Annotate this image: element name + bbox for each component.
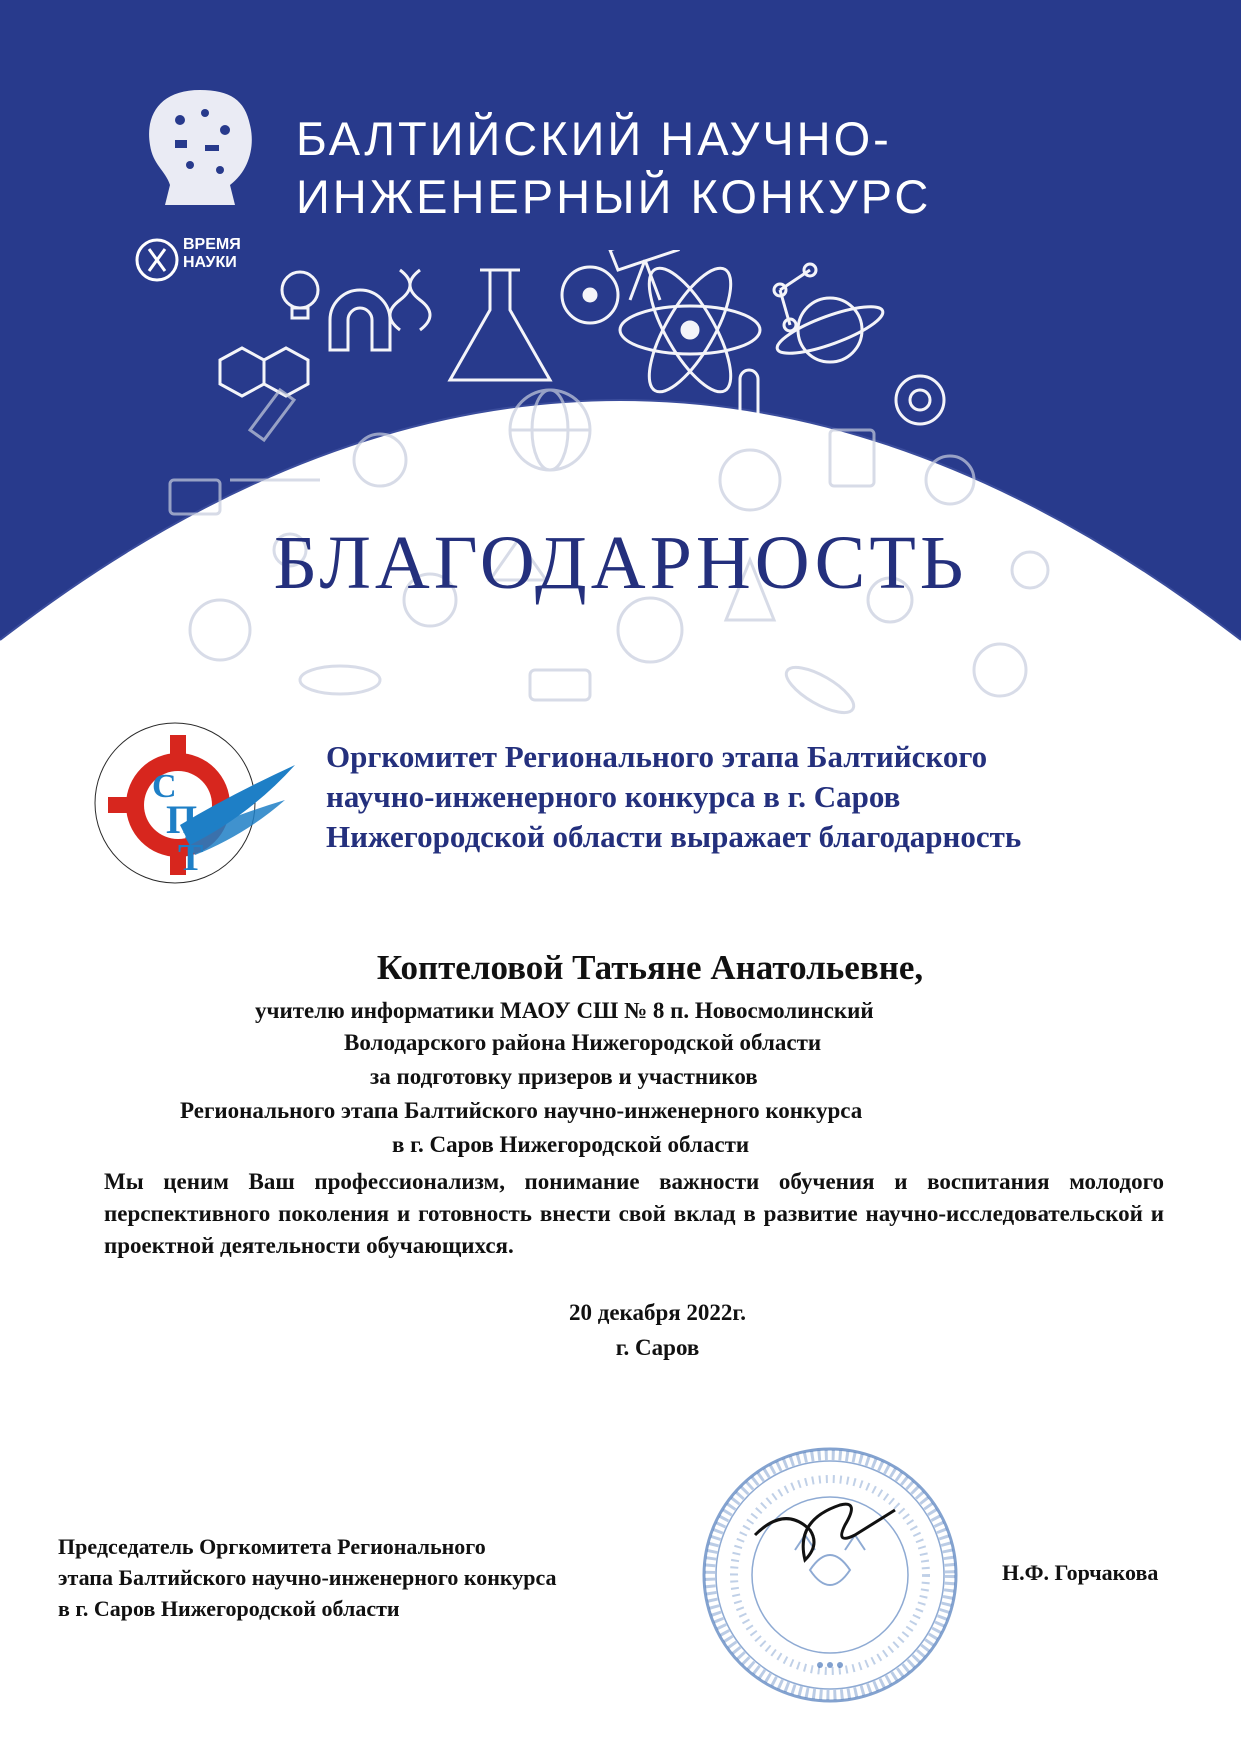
molecule-icon (774, 264, 816, 331)
lightbulb-icon (282, 272, 318, 318)
detail-line-position: учителю информатики МАОУ СШ № 8 п. Новосмолинский (255, 998, 874, 1023)
flask-icon (450, 270, 550, 380)
detail-line-stage: Регионального этапа Балтийского научно-инженерного конкурса (180, 1098, 863, 1123)
official-stamp-icon (695, 1440, 965, 1710)
vremya-nauki-text: ВРЕМЯ НАУКИ (183, 236, 241, 271)
organizer-statement: Оргкомитет Регионального этапа Балтийского научно-инженерного конкурса в г. Саров Нижегородской области выражает благодарность (326, 739, 1022, 854)
issue-date: 20 декабря 2022г. (568, 1300, 747, 1325)
detail-line-district: Володарского района Нижегородской области (344, 1030, 822, 1055)
hexagon-icon (220, 348, 308, 396)
signature-icon (755, 1504, 895, 1560)
appreciation-paragraph: Мы ценим Ваш профессионализм, понимание важности обучения и воспитания молодого перспективного поколения и готовность внести свой вклад в развитие научно-исследовательской и проектной деятельности обучающихся. (104, 1169, 1164, 1258)
detail-line-city: в г. Саров Нижегородской области (392, 1132, 750, 1157)
dna-icon (390, 270, 430, 330)
contest-title: БАЛТИЙСКИЙ НАУЧНО- ИНЖЕНЕРНЫЙ КОНКУРС (296, 112, 932, 223)
signer-name: Н.Ф. Горчакова (1002, 1560, 1159, 1585)
svg-text:П: П (166, 797, 198, 842)
radiation-icon (562, 267, 618, 323)
contest-emblem-icon (135, 85, 265, 245)
test-tube-icon (740, 370, 758, 430)
telescope-icon (610, 250, 678, 300)
svg-text:С: С (152, 768, 177, 805)
svg-text:Т: Т (178, 837, 204, 879)
document-title: БЛАГОДАРНОСТЬ (273, 521, 968, 605)
chairperson-title: Председатель Оргкомитета Регионального этапа Балтийского научно-инженерного конкурса в г. Саров Нижегородской области (58, 1534, 557, 1621)
gear-icon (896, 376, 944, 424)
issue-city: г. Саров (615, 1335, 700, 1360)
microscope-icon (230, 390, 320, 480)
recipient-name: Коптеловой Татьяне Анатольевне, (376, 948, 924, 987)
spt-college-logo-icon (60, 705, 300, 905)
globe-icon (510, 390, 590, 470)
detail-line-reason: за подготовку призеров и участников (370, 1064, 758, 1089)
science-icons-pattern (130, 250, 1110, 730)
magnet-icon (330, 290, 390, 350)
